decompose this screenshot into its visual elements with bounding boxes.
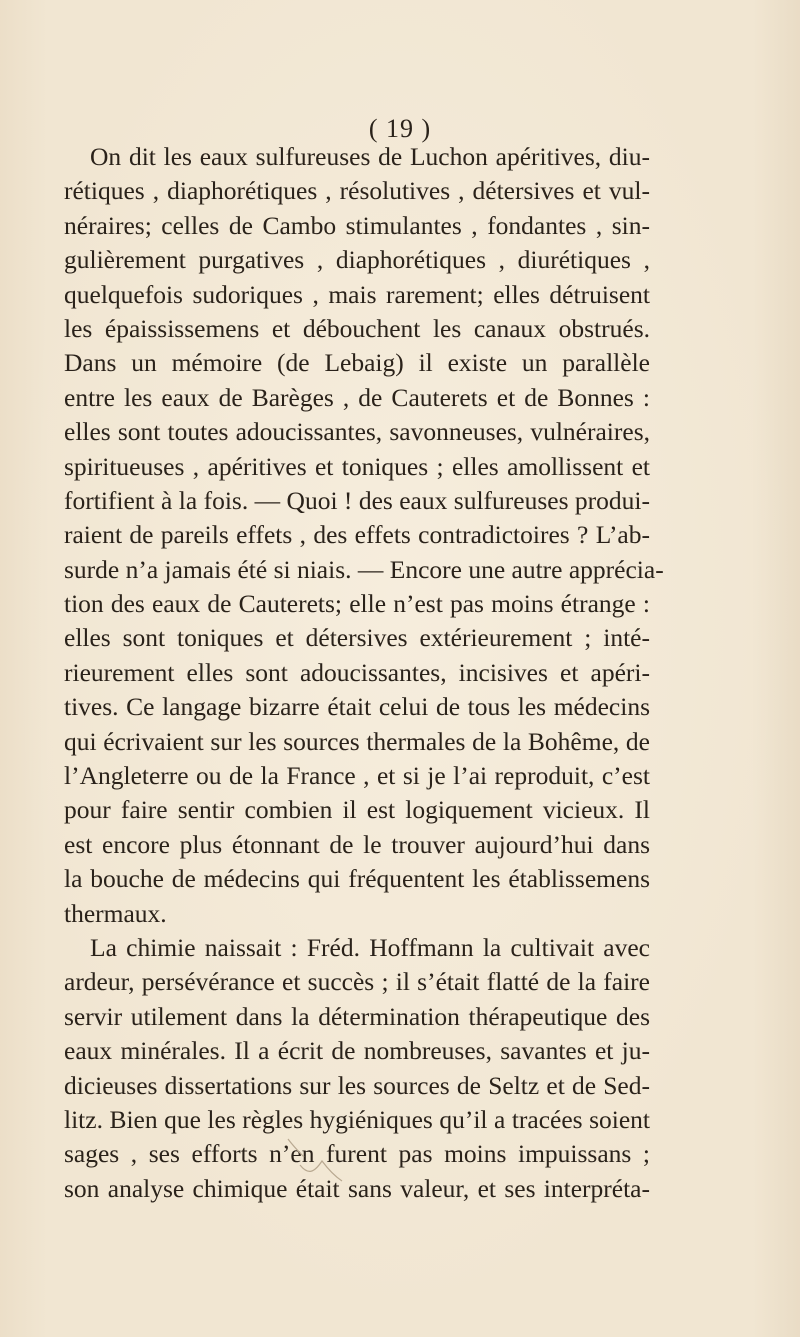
- text-line: rétiques , diaphorétiques , résolutives , détersives et vul-: [64, 176, 650, 206]
- text-line: litz. Bien que les règles hygiéniques qu’il a tracées soient: [64, 1104, 650, 1134]
- text-line: dicieuses dissertations sur les sources de Seltz et de Sed-: [64, 1070, 650, 1100]
- text-line: thermaux.: [64, 898, 167, 928]
- text-line: fortifient à la fois. — Quoi ! des eaux sulfureuses produi-: [64, 485, 650, 515]
- paragraph-1: [64, 140, 664, 931]
- body-text: [64, 140, 664, 1206]
- text-line: elles sont toutes adoucissantes, savonneuses, vulnéraires,: [64, 417, 650, 447]
- catchword-mark: [280, 1135, 350, 1185]
- text-line: surde n’a jamais été si niais. — Encore une autre apprécia-: [64, 554, 664, 584]
- text-line: gulièrement purgatives , diaphorétiques , diurétiques ,: [64, 245, 650, 275]
- text-line: La chimie naissait : Fréd. Hoffmann la cultivait avec: [90, 932, 650, 962]
- text-line: Dans un mémoire (de Lebaig) il existe un parallèle: [64, 348, 650, 378]
- text-line: est encore plus étonnant de le trouver aujourd’hui dans: [64, 829, 650, 859]
- text-line: qui écrivaient sur les sources thermales de la Bohême, de: [64, 726, 650, 756]
- text-line: elles sont toniques et détersives extérieurement ; inté-: [64, 623, 650, 653]
- text-line: raient de pareils effets , des effets contradictoires ? L’ab-: [64, 520, 650, 550]
- text-line: ardeur, persévérance et succès ; il s’était flatté de la faire: [64, 967, 650, 997]
- page-number: ( 19 ): [368, 114, 432, 143]
- text-line: rieurement elles sont adoucissantes, incisives et apéri-: [64, 657, 650, 687]
- text-line: son analyse chimique était sans valeur, et ses interpréta-: [64, 1173, 650, 1203]
- text-line: tion des eaux de Cauterets; elle n’est pas moins étrange :: [64, 589, 650, 619]
- text-line: les épaississemens et débouchent les canaux obstrués.: [64, 313, 650, 343]
- text-line: tives. Ce langage bizarre était celui de tous les médecins: [64, 692, 650, 722]
- text-line: sages , ses efforts n’en furent pas moins impuissans ;: [64, 1139, 650, 1169]
- text-line: spiritueuses , apéritives et toniques ; elles amollissent et: [64, 451, 650, 481]
- text-line: la bouche de médecins qui fréquentent les établissemens: [64, 864, 650, 894]
- text-line: néraires; celles de Cambo stimulantes , fondantes , sin-: [64, 210, 650, 240]
- text-line: pour faire sentir combien il est logiquement vicieux. Il: [64, 795, 650, 825]
- text-line: entre les eaux de Barèges , de Cauterets et de Bonnes :: [64, 382, 650, 412]
- text-line: On dit les eaux sulfureuses de Luchon apéritives, diu-: [90, 142, 650, 171]
- paragraph-2: [64, 931, 650, 1206]
- text-line: l’Angleterre ou de la France , et si je l’ai reproduit, c’est: [64, 761, 650, 791]
- text-line: quelquefois sudoriques , mais rarement; elles détruisent: [64, 279, 650, 309]
- text-line: servir utilement dans la détermination thérapeutique des: [64, 1001, 650, 1031]
- text-line: eaux minérales. Il a écrit de nombreuses, savantes et ju-: [64, 1036, 650, 1066]
